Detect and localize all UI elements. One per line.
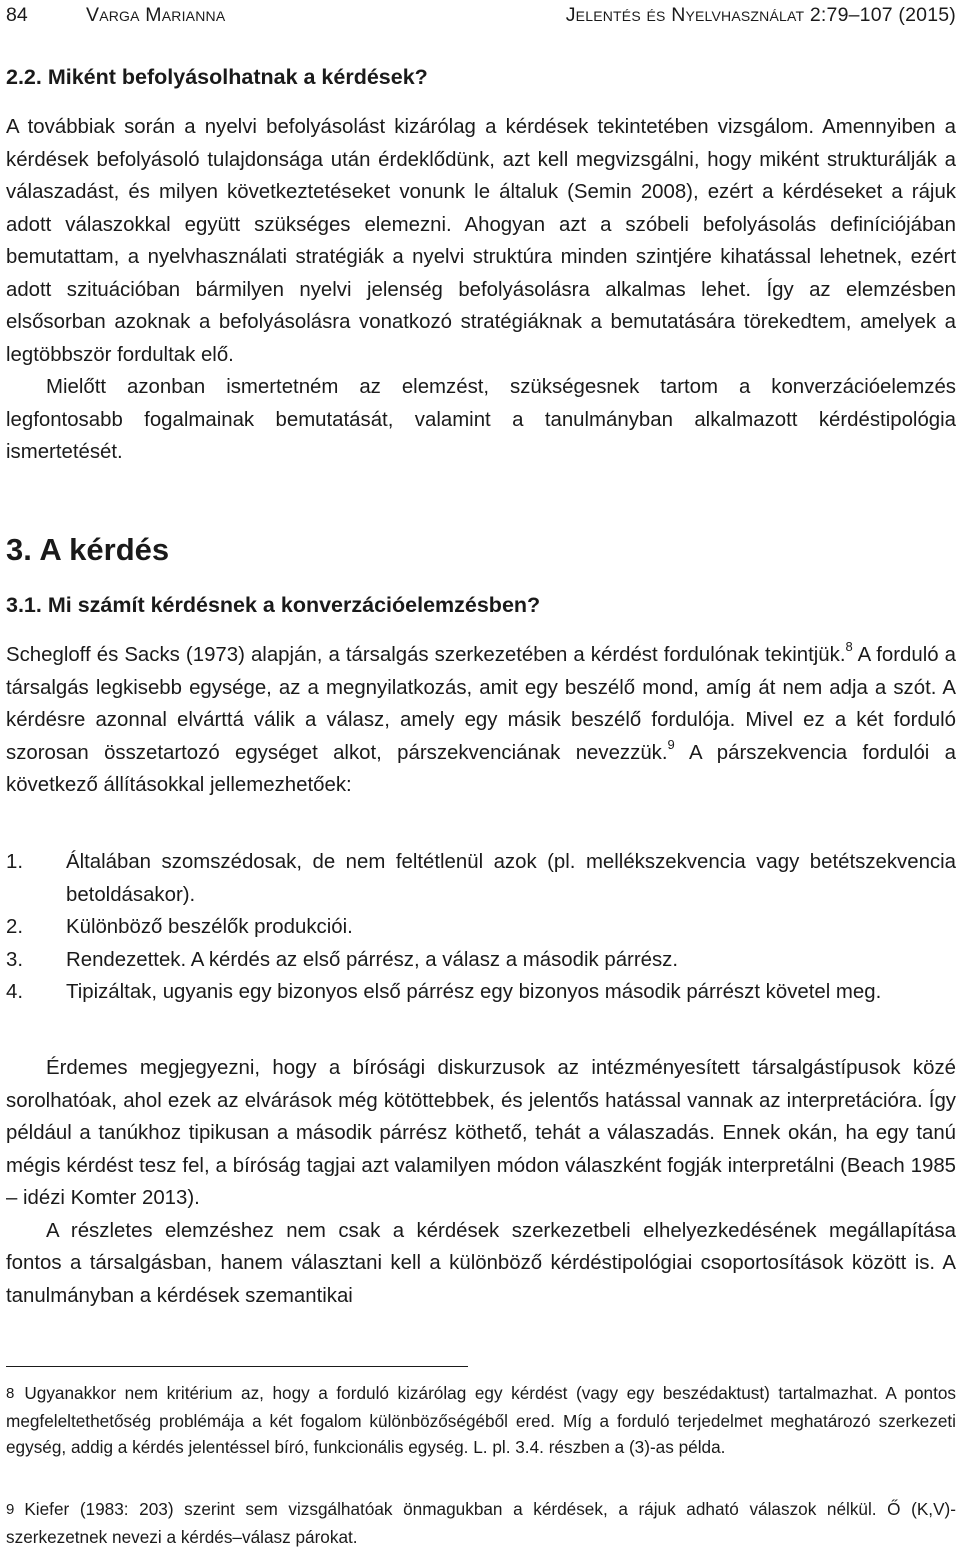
footnote-9: [6, 1496, 956, 1550]
list-item: [6, 976, 956, 1009]
numbered-list: [6, 846, 956, 1009]
footnote-text: Ugyanakkor nem kritérium az, hogy a forduló kizárólag egy kérdést (vagy egy beszédaktust) tartalmazhat. A pontos megfeleltethetőség problémája a két fogalom különbözőségéből ered. Míg a forduló terjedelmet meghatározó szerkezeti egység, addig a kérdés jelentéssel bíró, funkcionális egység. L. pl. 3.4. részben a (3)-as példa.: [6, 1383, 956, 1457]
footnote-text: Kiefer (1983: 203) szerint sem vizsgálhatóak önmagukban a kérdések, a rájuk adható válaszok nélkül. Ő (K,V)-szerkezetnek nevezi a kérdés–válasz párokat.: [6, 1499, 956, 1547]
list-item: [6, 911, 956, 944]
running-header: [6, 0, 956, 30]
section-3-1-body: [6, 639, 956, 802]
paragraph: Érdemes megjegyezni, hogy a bírósági diskurzusok az intézményesített társalgástípusok közé sorolhatóak, ahol ezek az elvárások még kötöttebbek, és jelentős hatással vannak az interpretációra. Így például a tanúkhoz tipikusan a második párrész köthető, tehát a válaszadás. Ennek okán, ha egy tanú mégis kérdést tesz fel, a bíróság tagjai azt valamilyen módon válaszként fogják interpretálni (Beach 1985 – idézi Komter 2013).: [6, 1057, 956, 1209]
list-item-text: Általában szomszédosak, de nem feltétlenül azok (pl. mellékszekvencia vagy betétszekvencia betoldásakor).: [66, 851, 956, 906]
list-item-number: 4.: [6, 981, 24, 1003]
list-item-text: Különböző beszélők produkciói.: [66, 916, 353, 938]
section-2-2-body: [6, 111, 956, 469]
paragraph: [6, 639, 956, 802]
list-item-number: 1.: [6, 851, 24, 873]
list-item: [6, 846, 956, 911]
section-3-1-continued: [6, 1052, 956, 1312]
footnote-8: [6, 1380, 956, 1460]
header-author: Varga Marianna: [86, 4, 226, 26]
text-run: A forduló a társalgás legkisebb egysége, az a megnyilatkozás, amit egy beszélő mond, amíg át nem adja a szót. A kérdésre azonnal elvárttá válik a válasz, amely egy másik beszélő fordulója. Mivel ez a két forduló szorosan összetartozó egységet alkot, párszekvenciának nevezzük.: [6, 644, 956, 764]
paragraph: A továbbiak során a nyelvi befolyásolást kizárólag a kérdések tekintetében vizsgálom. Amennyiben a kérdések befolyásoló tulajdonsága után érdeklődünk, azt kell megvizsgálni, hogy miként strukturálják a válaszadást, és milyen következtetéseket vonunk le általuk (Semin 2008), ezért a kérdéseket a rájuk adott válaszokkal együtt szükséges elemezni. Ahogyan azt a szóbeli befolyásolás definíciójában bemutattam, a nyelvhasználati stratégiák a nyelvi struktúra minden szintjére kihatással lehetnek, ezért adott szituációban bármilyen nyelvi jelenség befolyásolásra alkalmas lehet. Így az elemzésben elsősorban azoknak a befolyásolásra vonatkozó stratégiáknak a bemutatására törekedtem, amelyek a legtöbbször fordultak elő.: [6, 116, 956, 366]
section-2-2-heading: 2.2. Miként befolyásolhatnak a kérdések?: [6, 65, 428, 89]
text-run: A párszekvencia fordulói a következő állításokkal jellemezhetőek:: [6, 741, 956, 796]
section-3-1-heading: 3.1. Mi számít kérdésnek a konverzációelemzésben?: [6, 593, 541, 617]
footnote-mark: 8: [6, 1385, 15, 1402]
pair-sequence-properties-list: [6, 846, 956, 1009]
page-number: 84: [6, 4, 28, 26]
text-run: Schegloff és Sacks (1973) alapján, a társalgás szerkezetében a kérdést fordulónak tekintjük.: [6, 644, 846, 666]
list-item-text: Rendezettek. A kérdés az első párrész, a válasz a második párrész.: [66, 948, 679, 971]
list-item: [6, 944, 956, 977]
paragraph: A részletes elemzéshez nem csak a kérdések szerkezetbeli elhelyezkedésének megállapítása fontos a társalgásban, hanem választani kell a különböző kérdéstipológiai csoportosítások között is. A tanulmányban a kérdések szemantikai: [6, 1219, 956, 1307]
list-item-text: Tipizáltak, ugyanis egy bizonyos első párrész egy bizonyos második párrészt követel meg.: [66, 981, 882, 1003]
list-item-number: 3.: [6, 948, 24, 971]
footnote-ref[interactable]: 9: [667, 736, 675, 752]
footnote-divider: [6, 1366, 468, 1367]
paragraph: Mielőtt azonban ismertetném az elemzést, szükségesnek tartom a konverzációelemzés legfontosabb fogalmainak bemutatását, valamint a tanulmányban alkalmazott kérdéstipológia ismertetését.: [6, 376, 956, 463]
list-item-number: 2.: [6, 916, 24, 938]
header-journal: Jelentés és Nyelvhasználat 2:79–107 (2015): [565, 4, 956, 26]
footnote-mark: 9: [6, 1501, 15, 1518]
section-3-heading: 3. A kérdés: [6, 532, 170, 567]
footnote-ref[interactable]: 8: [845, 639, 853, 655]
